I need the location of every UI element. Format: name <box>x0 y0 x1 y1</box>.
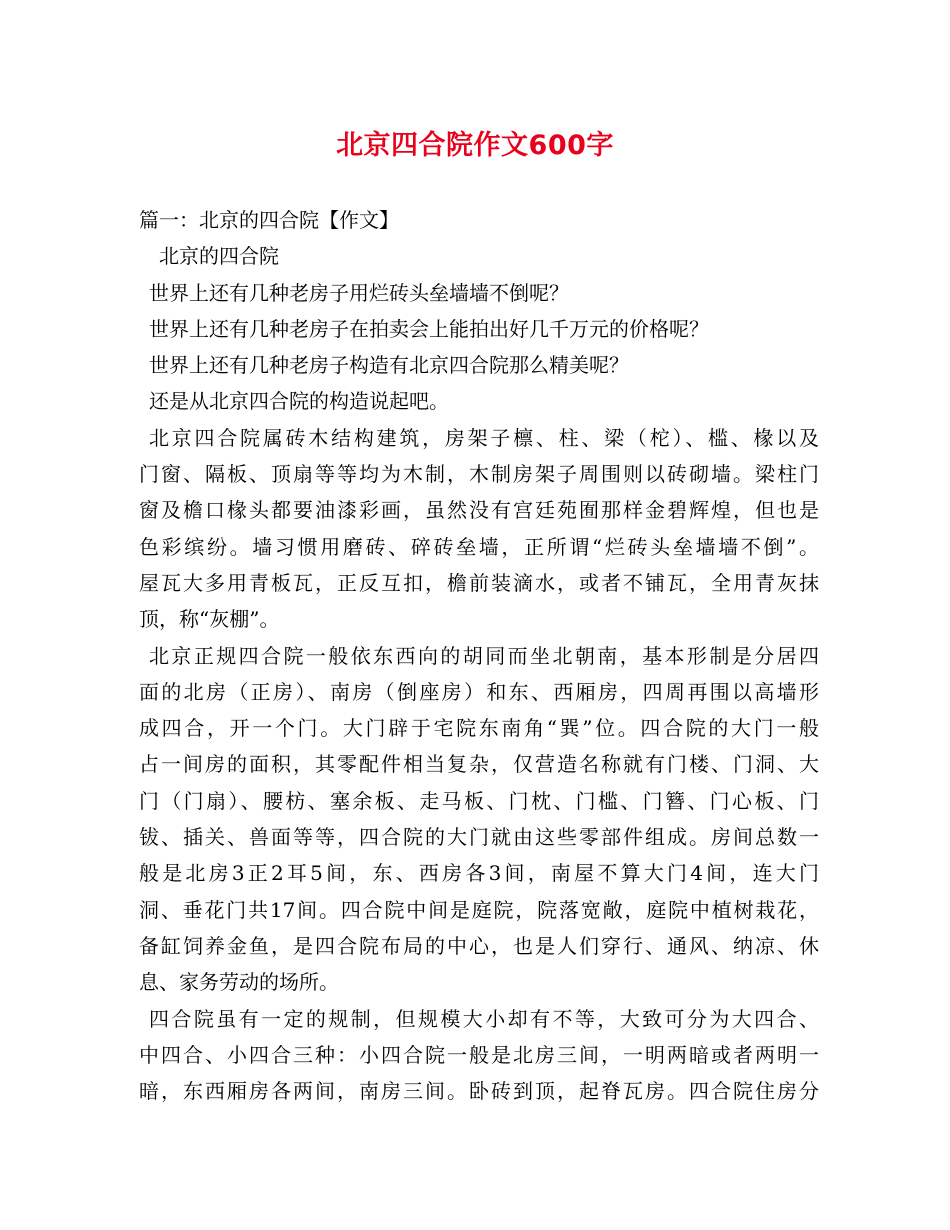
paragraph-line: 成四合，开一个门。大门辟于宅院东南角“巽”位。四合院的大门一般 <box>139 716 819 741</box>
paragraph-line: 钹、插关、兽面等等，四合院的大门就由这些零部件组成。房间总数一 <box>139 825 819 850</box>
paragraph-line: 息、家务劳动的场所。 <box>139 970 339 995</box>
paragraph-line: 洞、垂花门共17间。四合院中间是庭院，院落宽敞，庭院中植树栽花， <box>139 897 819 922</box>
question-line: 世界上还有几种老房子构造有北京四合院那么精美呢？ <box>149 353 629 378</box>
paragraph-line: 占一间房的面积，其零配件相当复杂，仅营造名称就有门楼、门洞、大 <box>139 752 819 777</box>
paragraph-line: 顶，称“灰棚”。 <box>139 607 280 632</box>
paragraph-line: 暗，东西厢房各两间，南房三间。卧砖到顶，起脊瓦房。四合院住房分 <box>139 1079 819 1104</box>
subheading: 北京的四合院 <box>159 244 279 269</box>
paragraph-line: 备缸饲养金鱼，是四合院布局的中心，也是人们穿行、通风、纳凉、休 <box>139 933 819 958</box>
document-body <box>139 202 819 1109</box>
paragraph-line: 四合院虽有一定的规制，但规模大小却有不等，大致可分为大四合、 <box>149 1006 819 1031</box>
paragraph-line: 北京正规四合院一般依东西向的胡同而坐北朝南，基本形制是分居四 <box>149 643 819 668</box>
paragraph-line: 中四合、小四合三种：小四合院一般是北房三间，一明两暗或者两明一 <box>139 1042 819 1067</box>
question-line: 还是从北京四合院的构造说起吧。 <box>149 389 449 414</box>
paragraph-line: 般是北房3正2耳5间，东、西房各3间，南屋不算大门4间，连大门 <box>139 861 819 886</box>
paragraph-line: 色彩缤纷。墙习惯用磨砖、碎砖垒墙，正所谓“烂砖头垒墙墙不倒”。 <box>139 534 819 559</box>
paragraph-line: 门窗、隔板、顶扇等等均为木制，木制房架子周围则以砖砌墙。梁柱门 <box>139 462 819 487</box>
paragraph <box>139 638 819 1001</box>
paragraph-line: 北京四合院属砖木结构建筑，房架子檩、柱、梁（柁）、槛、椽以及 <box>149 425 819 450</box>
section-heading: 篇一：北京的四合院【作文】 <box>139 208 399 232</box>
paragraph-line: 屋瓦大多用青板瓦，正反互扣，檐前装滴水，或者不铺瓦，全用青灰抹 <box>139 570 819 595</box>
paragraph <box>139 420 819 638</box>
paragraph <box>139 1001 819 1110</box>
question-line: 世界上还有几种老房子在拍卖会上能拍出好几千万元的价格呢？ <box>149 316 709 341</box>
paragraph-line: 窗及檐口椽头都要油漆彩画，虽然没有宫廷苑囿那样金碧辉煌，但也是 <box>139 498 819 523</box>
question-line: 世界上还有几种老房子用烂砖头垒墙墙不倒呢？ <box>149 280 569 305</box>
paragraph-line: 面的北房（正房）、南房（倒座房）和东、西厢房，四周再围以高墙形 <box>139 679 819 704</box>
paragraph-line: 门（门扇）、腰枋、塞余板、走马板、门枕、门槛、门簪、门心板、门 <box>139 788 819 813</box>
document-title: 北京四合院作文600字 <box>336 130 614 161</box>
